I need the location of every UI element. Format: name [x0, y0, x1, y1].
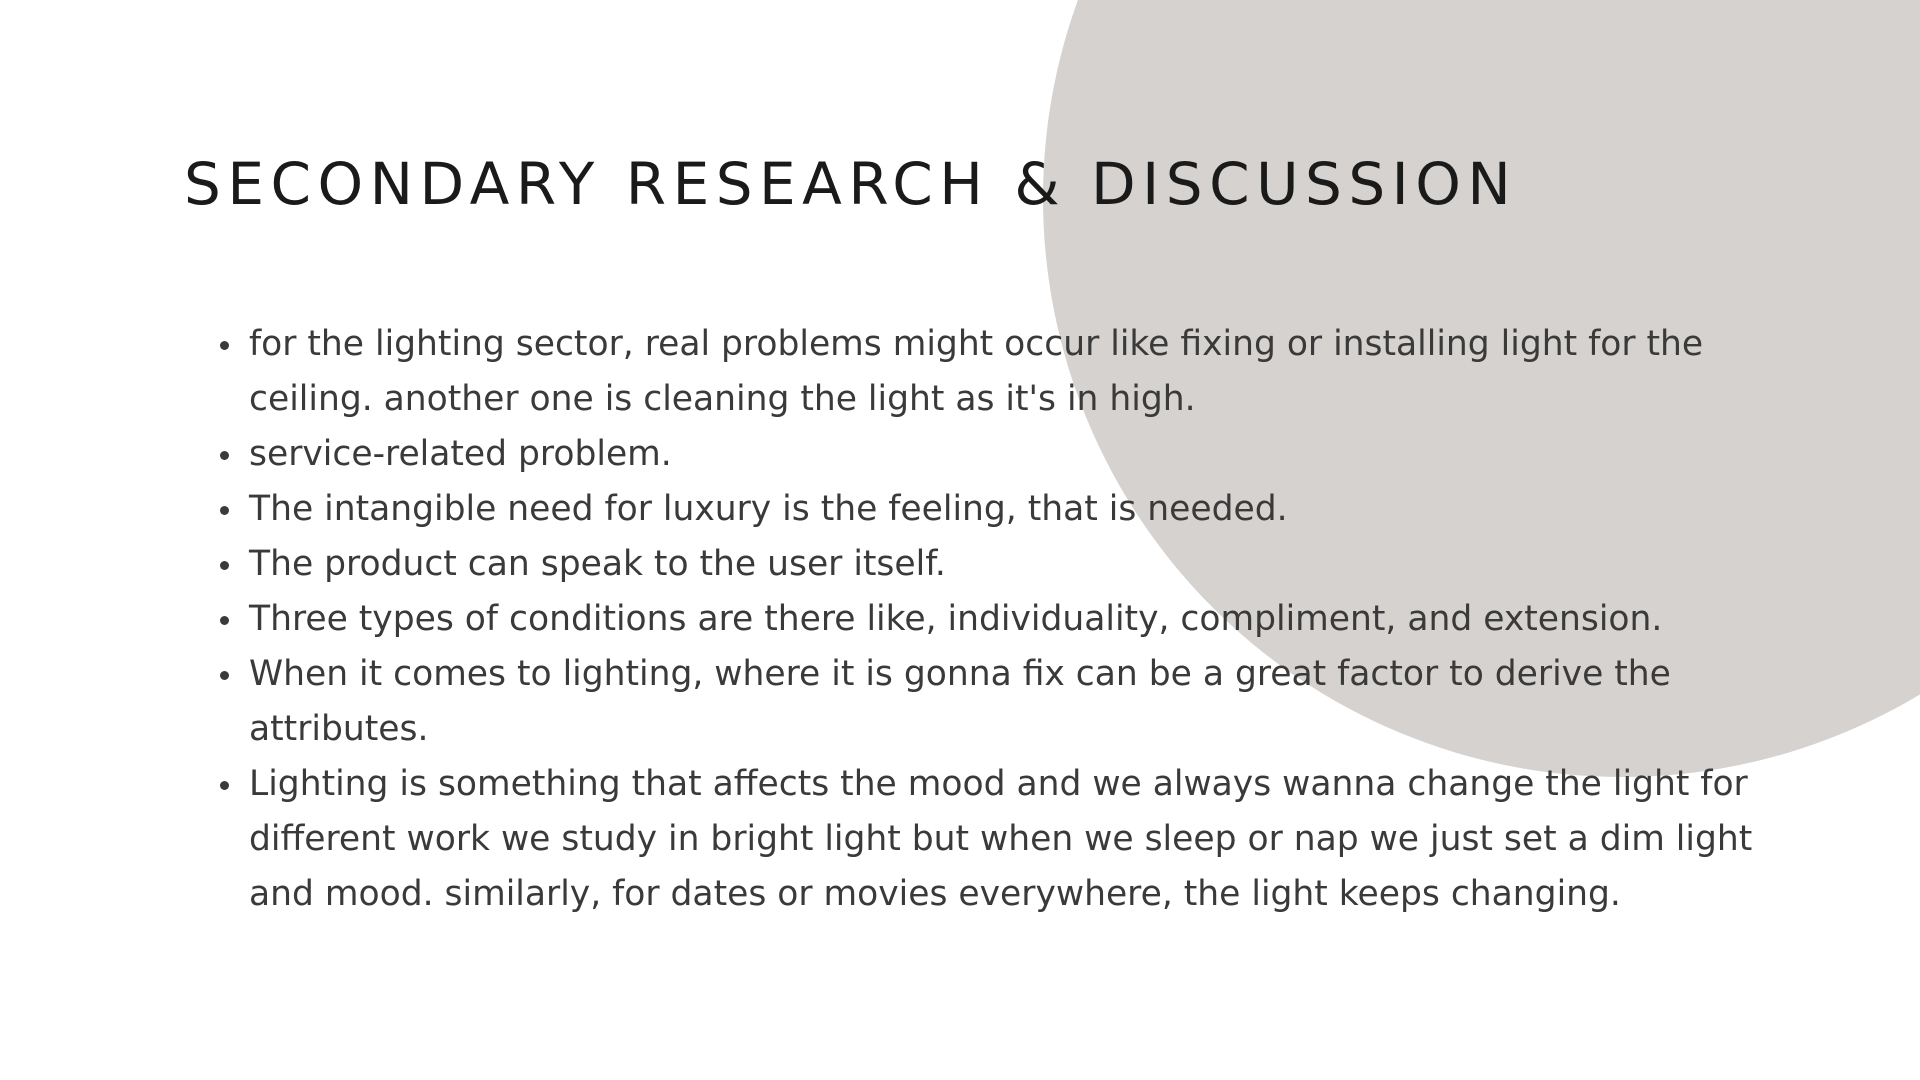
bullet-list — [220, 317, 1780, 922]
bullet-dot — [220, 506, 229, 515]
bullet-item — [220, 592, 1780, 647]
bullet-text: When it comes to lighting, where it is gonna fix can be a great factor to derive the attributes. — [249, 654, 1671, 749]
bullet-dot — [220, 781, 229, 790]
bullet-text: The intangible need for luxury is the feeling, that is needed. — [249, 489, 1288, 529]
slide-title: SECONDARY RESEARCH & DISCUSSION — [184, 150, 1518, 218]
bullet-dot — [220, 561, 229, 570]
bullet-item — [220, 537, 1780, 592]
bullet-item — [220, 647, 1780, 757]
bullet-dot — [220, 451, 229, 460]
bullet-dot — [220, 341, 229, 350]
bullet-dot — [220, 616, 229, 625]
bullet-text: for the lighting sector, real problems might occur like fixing or installing light for the ceiling. another one is cleaning the light as it's in high. — [249, 324, 1704, 419]
bullet-text: Lighting is something that affects the mood and we always wanna change the light for different work we study in bright light but when we sleep or nap we just set a dim light and mood. similarly, for dates or movies everywhere, the light keeps changing. — [249, 764, 1753, 914]
bullet-item — [220, 427, 1780, 482]
bullet-text: service-related problem. — [249, 434, 672, 474]
bullet-item — [220, 757, 1780, 922]
bullet-text: The product can speak to the user itself. — [249, 544, 946, 584]
bullet-text: Three types of conditions are there like, individuality, compliment, and extension. — [249, 599, 1663, 639]
bullet-dot — [220, 671, 229, 680]
bullet-item — [220, 317, 1780, 427]
bullet-item — [220, 482, 1780, 537]
